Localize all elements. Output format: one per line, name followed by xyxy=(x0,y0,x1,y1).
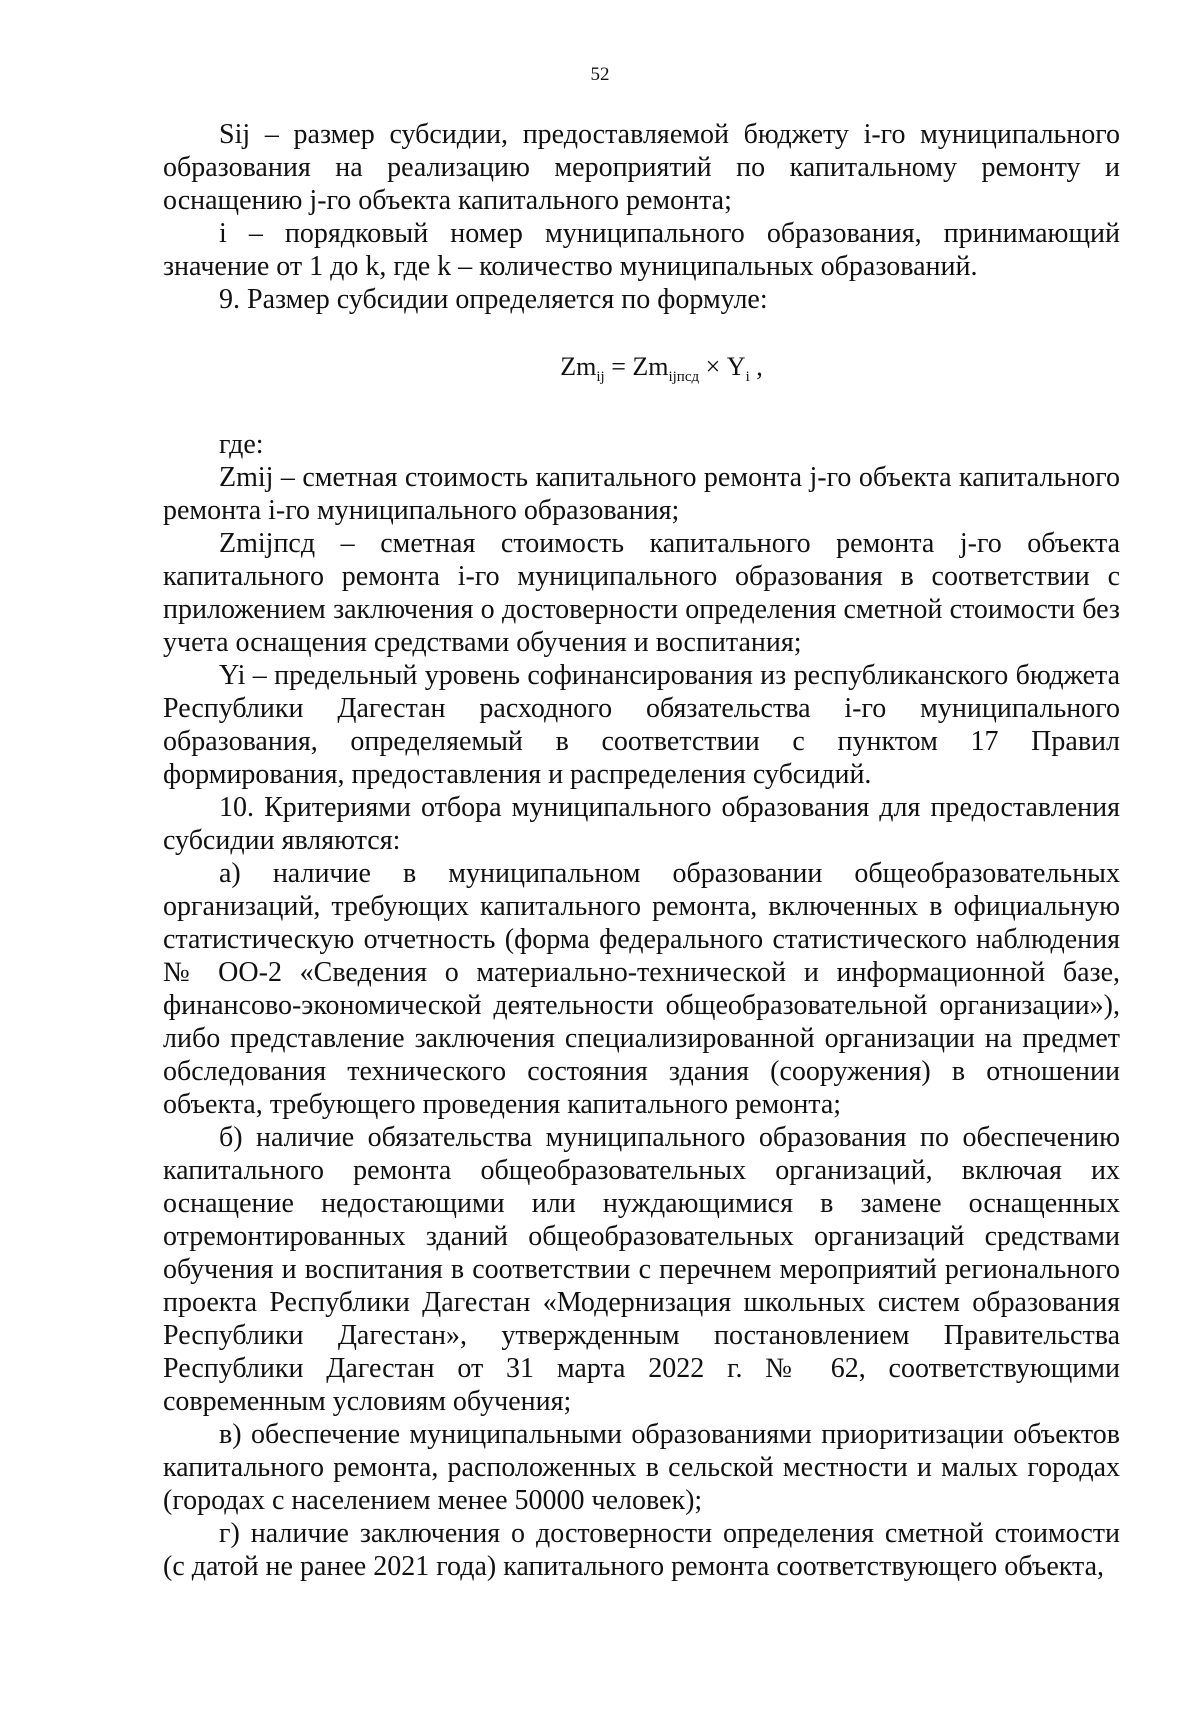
formula-y-sub: i xyxy=(745,369,750,386)
paragraph-criterion-b: б) наличие обязательства муниципального образования по обеспечению капитального ремонта общеобразовательных организаций, включая их оснащение недостающими или нуждающимися в замене оснащенных отремонтированных зданий общеобразовательных организаций средствами обучения и воспитания в соответствии с перечнем мероприятий регионального проекта Республики Дагестан «Модернизация школьных систем образования Республики Дагестан», утвержденным постановлением Правительства Республики Дагестан от 31 марта 2022 г. № 62, соответствующими современным условиям обучения; xyxy=(163,1122,1120,1418)
formula-tail: , xyxy=(749,352,763,381)
formula-eq: = Zm xyxy=(604,352,669,381)
formula-lhs-sub: ij xyxy=(596,369,605,386)
paragraph-yi-definition: Yi – предельный уровень софинансирования из республиканского бюджета Республики Дагестан расходного обязательства i-го муниципального образования, определяемый в соответствии с пунктом 17 Правил формирования, предоставления и распределения субсидий. xyxy=(163,660,1120,791)
page-number: 52 xyxy=(590,64,610,85)
formula-mid-sub: ijпсд xyxy=(668,369,700,386)
paragraph-10-heading: 10. Критериями отбора муниципального образования для предоставления субсидии являются: xyxy=(163,792,1120,857)
paragraph-criterion-v: в) обеспечение муниципальными образованиями приоритизации объектов капитального ремонта, расположенных в сельской местности и малых городах (городах с населением менее 50000 человек); xyxy=(163,1419,1120,1517)
paragraph-zmijpsd-definition: Zmijпсд – сметная стоимость капитального ремонта j-го объекта капитального ремонта i-го муниципального образования в соответствии с приложением заключения о достоверности определения сметной стоимости без учета оснащения средствами обучения и воспитания; xyxy=(163,528,1120,659)
formula-lhs: Zm xyxy=(560,352,597,381)
paragraph-i-definition: i – порядковый номер муниципального образования, принимающий значение от 1 до k, где k – количество муниципальных образований. xyxy=(163,218,1120,282)
paragraph-zmij-definition: Zmij – сметная стоимость капитального ремонта j-го объекта капитального ремонта i-го муниципального образования; xyxy=(163,462,1120,527)
paragraph-where: где: xyxy=(219,429,264,461)
paragraph-criterion-g: г) наличие заключения о достоверности определения сметной стоимости (с датой не ранее 2021 года) капитального ремонта соответствующего объекта, xyxy=(163,1518,1120,1583)
subsidy-formula xyxy=(163,350,1120,394)
formula-times: × Y xyxy=(699,352,746,381)
paragraph-criterion-a: а) наличие в муниципальном образовании общеобразовательных организаций, требующих капитального ремонта, включенных в официальную статистическую отчетность (форма федерального статистического наблюдения № ОО-2 «Сведения о материально-технической и информационной базе, финансово-экономической деятельности общеобразовательной организации»), либо представление заключения специализированной организации на предмет обследования технического состояния здания (сооружения) в отношении объекта, требующего проведения капитального ремонта; xyxy=(163,858,1120,1121)
paragraph-9-heading: 9. Размер субсидии определяется по формуле: xyxy=(219,284,768,315)
document-body xyxy=(163,118,1120,1583)
paragraph-sij-definition: Sij – размер субсидии, предоставляемой бюджету i-го муниципального образования на реализацию мероприятий по капитальному ремонту и оснащению j-го объекта капитального ремонта; xyxy=(163,119,1120,216)
